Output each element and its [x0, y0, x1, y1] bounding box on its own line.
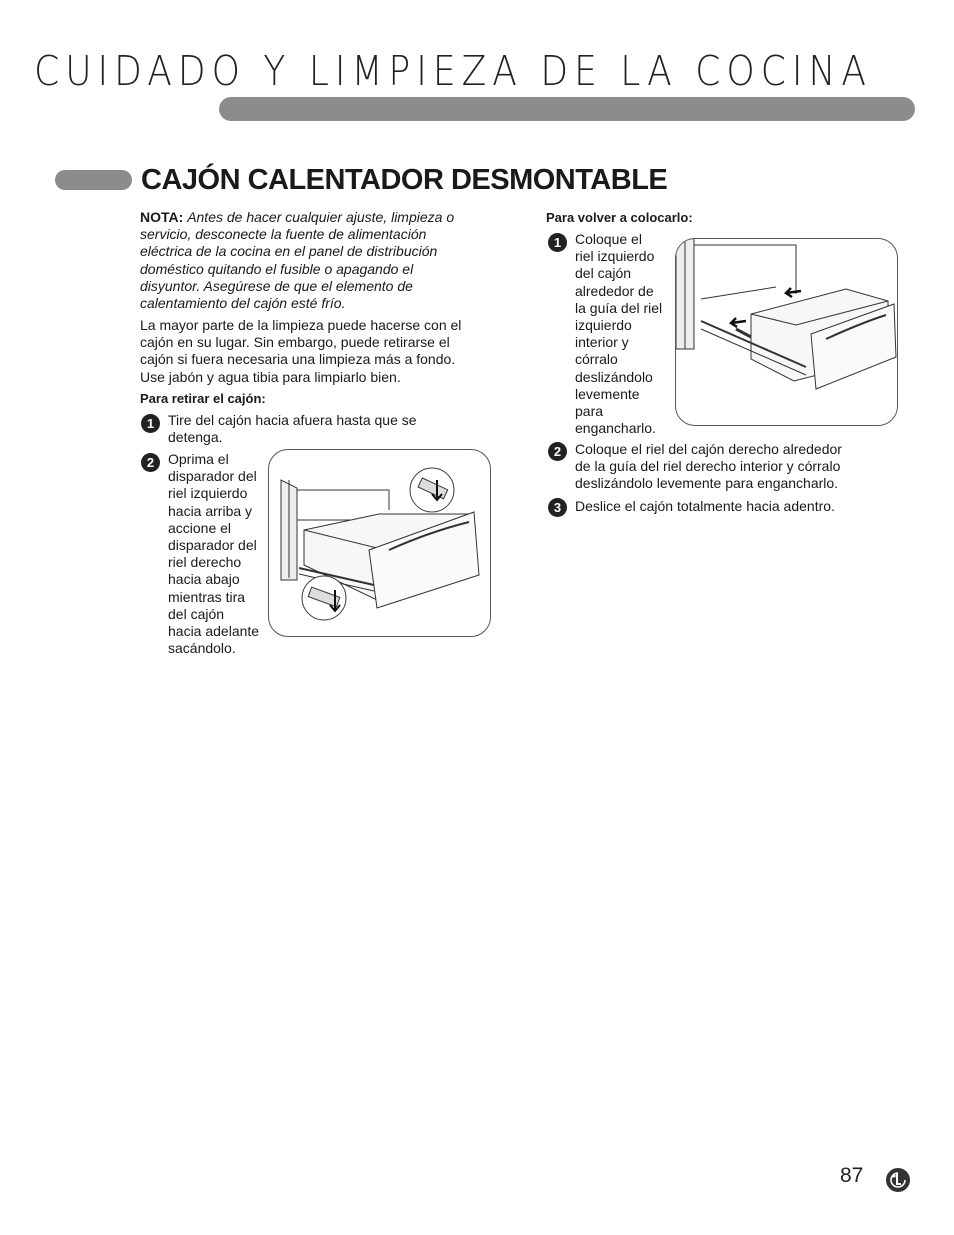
remove-heading: Para retirar el cajón:	[140, 391, 266, 406]
note-line-1: servicio, desconecte la fuente de alimentación	[140, 226, 427, 243]
replace-step3-text: Deslice el cajón totalmente hacia adentro.	[575, 498, 835, 514]
replace-step2-number: 2	[548, 442, 567, 461]
page-number: 87	[840, 1164, 864, 1187]
intro-line-2: cajón si fuera necesaria una limpieza más a fondo.	[140, 351, 456, 368]
remove-step2-text: Oprima el disparador del riel izquierdo hacia arriba y accione el disparador del riel derecho hacia abajo mientras tira del cajón hacia adelante sacándolo.	[168, 451, 260, 657]
replace-heading: Para volver a colocarlo:	[546, 210, 693, 225]
intro-line-1: cajón en su lugar. Sin embargo, puede retirarse el	[140, 334, 450, 351]
note-line-0: NOTA: Antes de hacer cualquier ajuste, limpieza o	[140, 209, 455, 225]
note-label: NOTA:	[140, 209, 184, 225]
note-line-4: disyuntor. Asegúrese de que el elemento de	[140, 277, 413, 294]
intro-line-3: Use jabón y agua tibia para limpiarlo bien.	[140, 368, 401, 385]
intro-line-0: La mayor parte de la limpieza puede hacerse con el	[140, 317, 462, 333]
section-title: CAJÓN CALENTADOR DESMONTABLE	[141, 164, 668, 196]
section-pill	[55, 170, 132, 190]
note-line-5: calentamiento del cajón esté frío.	[140, 295, 346, 312]
replace-step2-text: Coloque el riel del cajón derecho alrededor de la guía del riel derecho interior y córralo deslizándolo levemente para engancharlo.	[575, 441, 842, 492]
drawer-rail-engage-drawing	[676, 239, 897, 425]
lg-logo-icon	[885, 1167, 911, 1193]
replace-step1-number: 1	[548, 233, 567, 252]
remove-drawer-illustration	[268, 449, 491, 637]
remove-step2-number: 2	[141, 453, 160, 472]
replace-step3-number: 3	[548, 498, 567, 517]
chapter-title: CUIDADO Y LIMPIEZA DE LA COCINA	[34, 48, 872, 96]
replace-drawer-illustration	[675, 238, 898, 426]
header-bar	[219, 97, 915, 121]
intro-paragraph	[140, 317, 492, 386]
remove-step1-text: Tire del cajón hacia afuera hasta que se detenga.	[168, 412, 417, 446]
remove-step1-number: 1	[141, 414, 160, 433]
note-line-3: doméstico quitando el fusible o apagando el	[140, 260, 414, 277]
note-block	[140, 209, 492, 312]
replace-step1-text: Coloque el riel izquierdo del cajón alrededor de la guía del riel izquierdo interior y córralo deslizándolo levemente para engancharlo.	[575, 231, 663, 437]
drawer-pulled-out-drawing	[269, 450, 490, 636]
note-line-2: eléctrica de la cocina en el panel de distribución	[140, 243, 438, 260]
